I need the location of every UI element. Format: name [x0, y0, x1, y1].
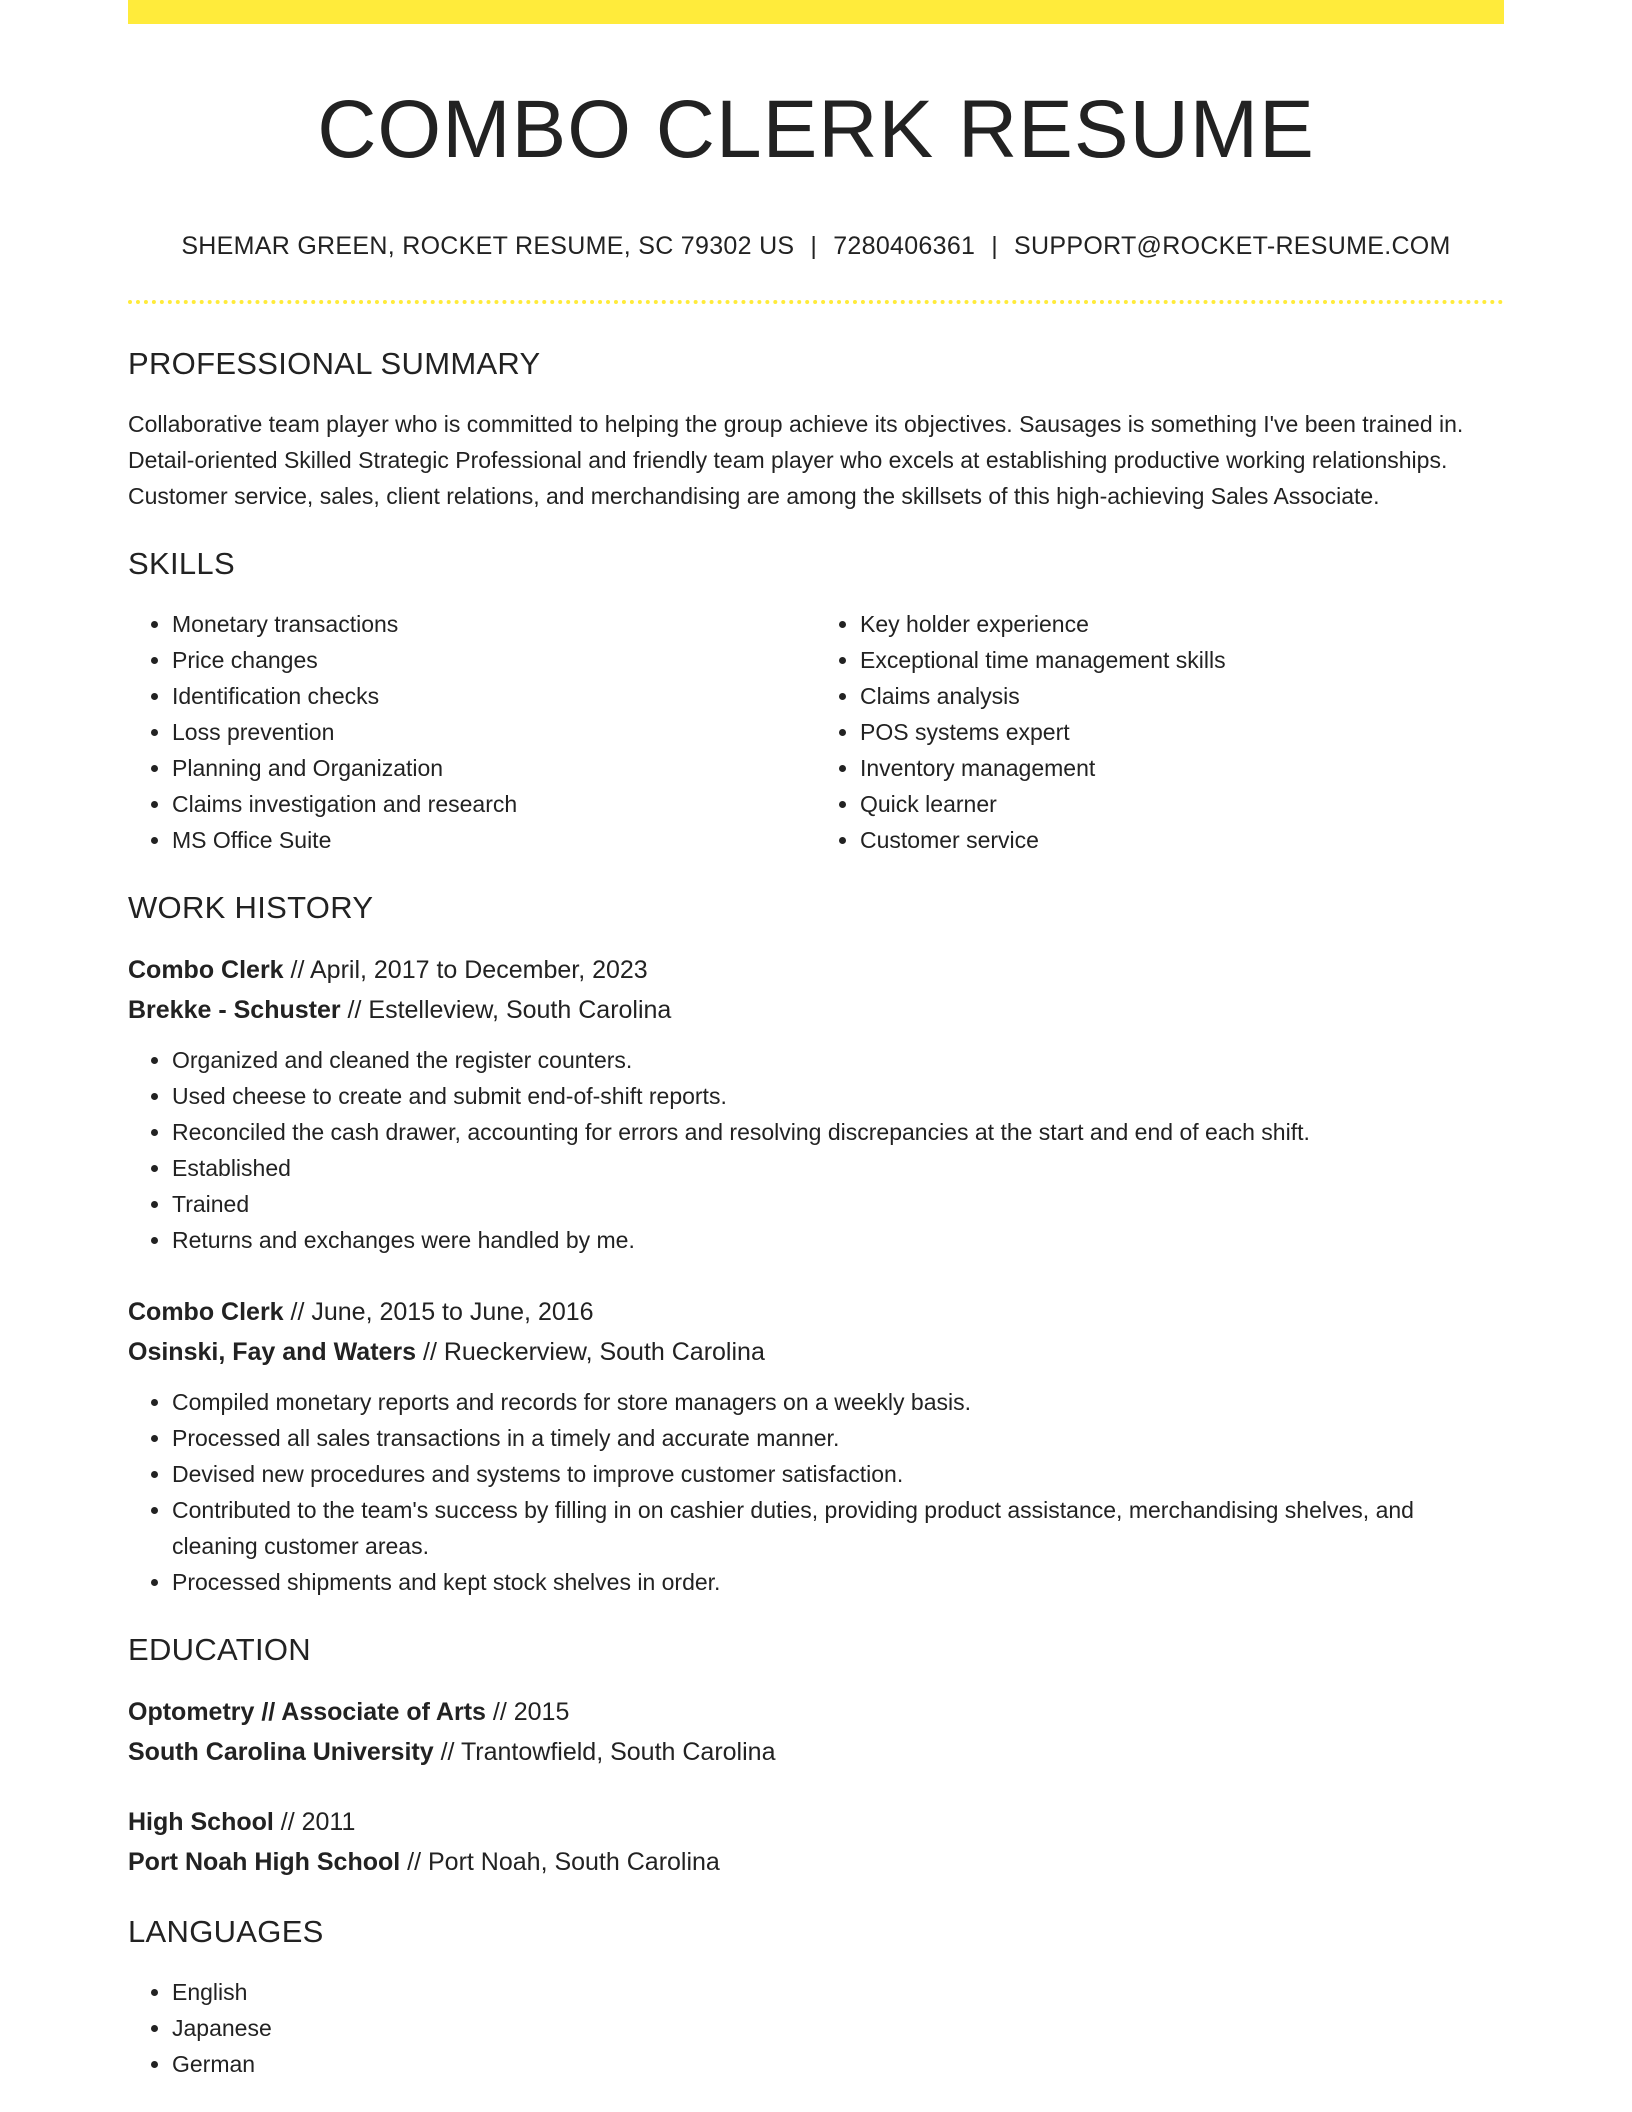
education-school: South Carolina University [128, 1738, 434, 1766]
dotted-divider [128, 300, 1504, 304]
languages-section [128, 1912, 1504, 2082]
job-bullet: • Used cheese to create and submit end-of-shift reports. [172, 1078, 1504, 1114]
language-item: • Japanese [172, 2010, 1504, 2046]
skill-item: • Monetary transactions [172, 606, 816, 642]
education-school: Port Noah High School [128, 1848, 401, 1876]
skill-item: • Planning and Organization [172, 750, 816, 786]
skill-item: • Price changes [172, 642, 816, 678]
section-heading: LANGUAGES [128, 1914, 324, 1949]
skill-item: • Exceptional time management skills [860, 642, 1504, 678]
job-bullets [128, 1042, 1504, 1258]
job-employer-line [128, 1332, 1504, 1372]
skills-section [128, 544, 1504, 858]
section-heading: PROFESSIONAL SUMMARY [128, 346, 541, 381]
job-title: Combo Clerk [128, 1298, 284, 1326]
education-entry [128, 1802, 1504, 1882]
job-employer: Osinski, Fay and Waters [128, 1338, 417, 1366]
skill-item: • Inventory management [860, 750, 1504, 786]
job-bullet: • Returns and exchanges were handled by me. [172, 1222, 1504, 1258]
professional-summary-section [128, 344, 1504, 514]
education-year: // 2011 [273, 1808, 356, 1836]
job-entry [128, 1292, 1504, 1600]
education-degree: Optometry // Associate of Arts [128, 1698, 486, 1726]
contact-address: SHEMAR GREEN, ROCKET RESUME, SC 79302 US [181, 232, 795, 260]
skill-item: • Loss prevention [172, 714, 816, 750]
resume-content [128, 0, 1504, 2082]
job-employer-line [128, 990, 1504, 1030]
skill-item: • Claims investigation and research [172, 786, 816, 822]
job-title-line [128, 950, 1504, 990]
contact-line [128, 230, 1504, 262]
skill-item: • Customer service [860, 822, 1504, 858]
education-degree: High School [128, 1808, 274, 1836]
education-degree-line [128, 1802, 1504, 1842]
job-bullet: • Reconciled the cash drawer, accounting for errors and resolving discrepancies at the start and end of each shift. [172, 1114, 1504, 1150]
job-location: // Estelleview, South Carolina [340, 996, 672, 1024]
section-heading: WORK HISTORY [128, 890, 374, 925]
education-school-line [128, 1732, 1504, 1772]
job-dates: // April, 2017 to December, 2023 [283, 956, 648, 984]
contact-separator: | [991, 232, 999, 260]
contact-phone: 7280406361 [833, 232, 976, 260]
language-item: • German [172, 2046, 1504, 2082]
job-employer: Brekke - Schuster [128, 996, 341, 1024]
job-entry [128, 950, 1504, 1258]
skills-columns [128, 606, 1504, 858]
skills-list-left [128, 606, 816, 858]
job-bullet: • Compiled monetary reports and records for store managers on a weekly basis. [172, 1384, 1504, 1420]
language-item: • English [172, 1974, 1504, 2010]
skill-item: • Key holder experience [860, 606, 1504, 642]
skill-item: • MS Office Suite [172, 822, 816, 858]
job-bullet: • Processed all sales transactions in a timely and accurate manner. [172, 1420, 1504, 1456]
job-dates: // June, 2015 to June, 2016 [283, 1298, 594, 1326]
education-school-line [128, 1842, 1504, 1882]
skill-item: • POS systems expert [860, 714, 1504, 750]
skill-item: • Quick learner [860, 786, 1504, 822]
education-entry [128, 1692, 1504, 1772]
job-bullet: • Trained [172, 1186, 1504, 1222]
education-year: // 2015 [485, 1698, 570, 1726]
job-bullet: • Processed shipments and kept stock shelves in order. [172, 1564, 1504, 1600]
skill-item: • Identification checks [172, 678, 816, 714]
languages-list [128, 1974, 1504, 2082]
job-bullets [128, 1384, 1504, 1600]
job-bullet: • Organized and cleaned the register counters. [172, 1042, 1504, 1078]
job-title: Combo Clerk [128, 956, 284, 984]
job-bullet: • Contributed to the team's success by filling in on cashier duties, providing product assistance, merchandising shelves, and cleaning customer areas. [172, 1492, 1504, 1564]
resume-title: COMBO CLERK RESUME [317, 84, 1315, 175]
skill-item: • Claims analysis [860, 678, 1504, 714]
section-heading: EDUCATION [128, 1632, 311, 1667]
job-bullet: • Established [172, 1150, 1504, 1186]
job-location: // Rueckerview, South Carolina [416, 1338, 765, 1366]
section-heading: SKILLS [128, 546, 235, 581]
education-section [128, 1630, 1504, 1882]
job-bullet: • Devised new procedures and systems to improve customer satisfaction. [172, 1456, 1504, 1492]
skills-list-right [816, 606, 1504, 858]
work-history-section [128, 888, 1504, 1600]
contact-email: SUPPORT@ROCKET-RESUME.COM [1014, 232, 1451, 260]
contact-separator: | [810, 232, 818, 260]
education-location: // Trantowfield, South Carolina [433, 1738, 776, 1766]
education-degree-line [128, 1692, 1504, 1732]
summary-text: Collaborative team player who is committed to helping the group achieve its objectives. Sausages is something I've been trained in. Detail-oriented Skilled Strategic Professional and friendly team player who excels at establishing productive working relationships. Customer service, sales, client relations, and merchandising are among the skillsets of this high-achieving Sales Associate. [128, 411, 1464, 509]
job-title-line [128, 1292, 1504, 1332]
education-location: // Port Noah, South Carolina [400, 1848, 720, 1876]
